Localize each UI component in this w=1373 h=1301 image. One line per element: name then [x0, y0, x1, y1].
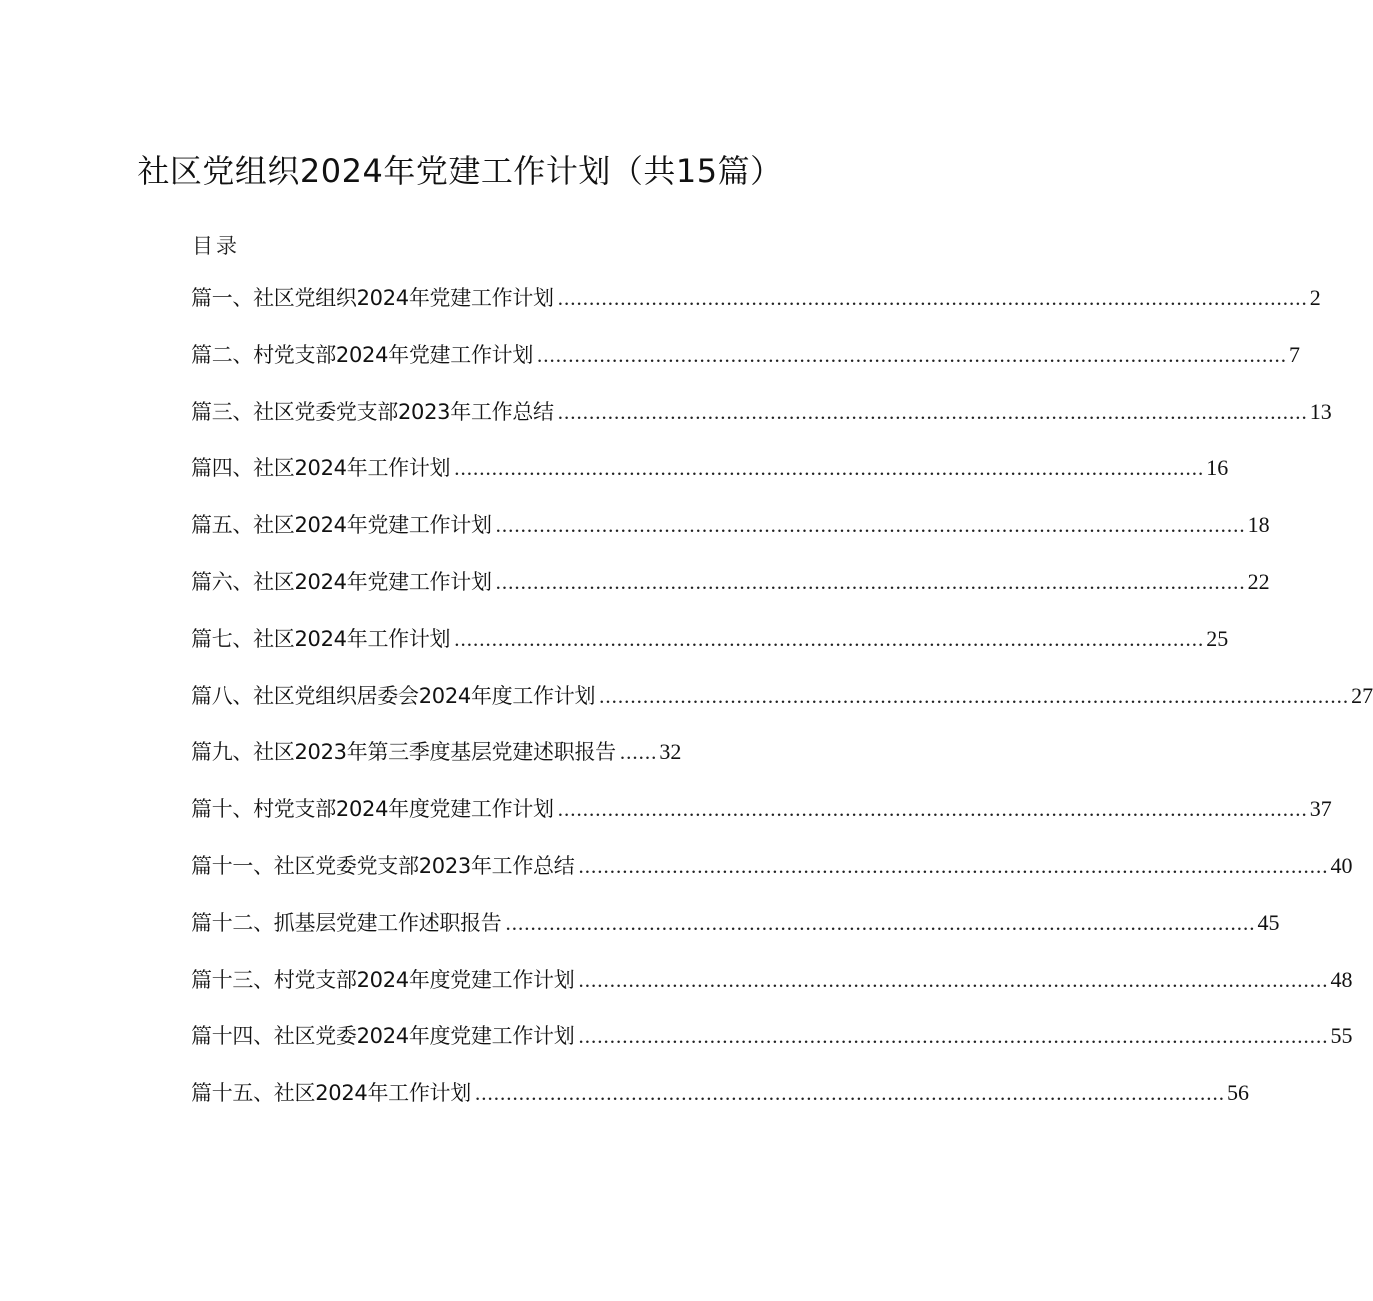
toc-page-number: 37	[1309, 796, 1332, 822]
toc-entry[interactable]	[191, 337, 1301, 394]
toc-page-number: 25	[1206, 625, 1229, 651]
table-of-contents	[191, 280, 1373, 1132]
toc-entry[interactable]	[191, 791, 1332, 848]
toc-dot-leader: ........................................................................................................................	[557, 286, 1308, 310]
toc-page-number: 48	[1330, 966, 1353, 992]
toc-page-number: 2	[1309, 285, 1321, 310]
toc-entry[interactable]	[191, 678, 1373, 735]
toc-page-number: 22	[1247, 568, 1270, 594]
toc-entry-title: 篇十一、社区党委党支部2023年工作总结	[191, 853, 575, 878]
toc-entry[interactable]	[191, 450, 1229, 507]
toc-entry-title: 篇六、社区2024年党建工作计划	[191, 569, 492, 594]
toc-dot-leader: ........................................................................................................................	[454, 456, 1205, 481]
toc-entry-title: 篇十三、村党支部2024年度党建工作计划	[191, 967, 575, 992]
toc-page-number: 32	[659, 739, 682, 765]
toc-entry-title: 篇一、社区党组织2024年党建工作计划	[191, 286, 554, 310]
toc-entry-title: 篇十二、抓基层党建工作述职报告	[191, 910, 502, 935]
toc-entry[interactable]	[191, 1018, 1353, 1075]
toc-heading: 目录	[192, 234, 240, 258]
toc-entry[interactable]	[191, 507, 1270, 564]
toc-entry-title: 篇三、社区党委党支部2023年工作总结	[191, 399, 554, 424]
toc-entry-title: 篇十、村党支部2024年度党建工作计划	[191, 797, 554, 822]
toc-entry-title: 篇九、社区2023年第三季度基层党建述职报告	[191, 740, 616, 765]
toc-entry[interactable]	[191, 564, 1270, 621]
toc-entry[interactable]	[191, 394, 1332, 451]
toc-entry-title: 篇十五、社区2024年工作计划	[191, 1081, 471, 1106]
toc-page-number: 40	[1330, 852, 1353, 878]
toc-page-number: 56	[1226, 1080, 1249, 1106]
toc-dot-leader: ........................................................................................................................	[495, 569, 1246, 594]
toc-dot-leader: ........................................................................................................................	[557, 399, 1308, 424]
toc-entry-title: 篇十四、社区党委2024年度党建工作计划	[191, 1024, 575, 1049]
toc-page-number: 18	[1247, 512, 1270, 538]
toc-dot-leader: ........................................................................................................................	[557, 797, 1308, 822]
toc-dot-leader: ......	[619, 740, 658, 765]
toc-entry[interactable]	[191, 848, 1353, 905]
toc-entry[interactable]	[191, 621, 1229, 678]
toc-page-number: 55	[1330, 1023, 1353, 1049]
toc-entry[interactable]	[191, 1075, 1249, 1132]
toc-dot-leader: ........................................................................................................................	[578, 853, 1329, 878]
toc-page-number: 16	[1206, 455, 1229, 481]
toc-dot-leader: ........................................................................................................................	[505, 910, 1256, 935]
toc-entry-title: 篇八、社区党组织居委会2024年度工作计划	[191, 683, 596, 708]
toc-dot-leader: ........................................................................................................................	[474, 1081, 1225, 1106]
toc-entry[interactable]	[191, 905, 1280, 962]
toc-entry-title: 篇二、村党支部2024年党建工作计划	[191, 342, 534, 367]
toc-dot-leader: ........................................................................................................................	[454, 626, 1205, 651]
toc-dot-leader: ........................................................................................................................	[599, 683, 1350, 708]
toc-entry-title: 篇四、社区2024年工作计划	[191, 456, 451, 481]
toc-entry[interactable]	[191, 280, 1321, 337]
toc-entry[interactable]	[191, 734, 783, 791]
toc-page-number: 7	[1289, 341, 1301, 367]
toc-entry-title: 篇七、社区2024年工作计划	[191, 626, 451, 651]
document-title: 社区党组织2024年党建工作计划（共15篇）	[137, 152, 783, 190]
toc-page-number: 45	[1257, 909, 1280, 935]
toc-page-number: 27	[1351, 682, 1373, 708]
toc-entry-title: 篇五、社区2024年党建工作计划	[191, 513, 492, 538]
toc-dot-leader: ........................................................................................................................	[537, 342, 1288, 367]
toc-dot-leader: ........................................................................................................................	[578, 1024, 1329, 1049]
toc-page-number: 13	[1309, 398, 1332, 424]
toc-entry[interactable]	[191, 962, 1353, 1019]
toc-dot-leader: ........................................................................................................................	[495, 513, 1246, 538]
toc-dot-leader: ........................................................................................................................	[578, 967, 1329, 992]
